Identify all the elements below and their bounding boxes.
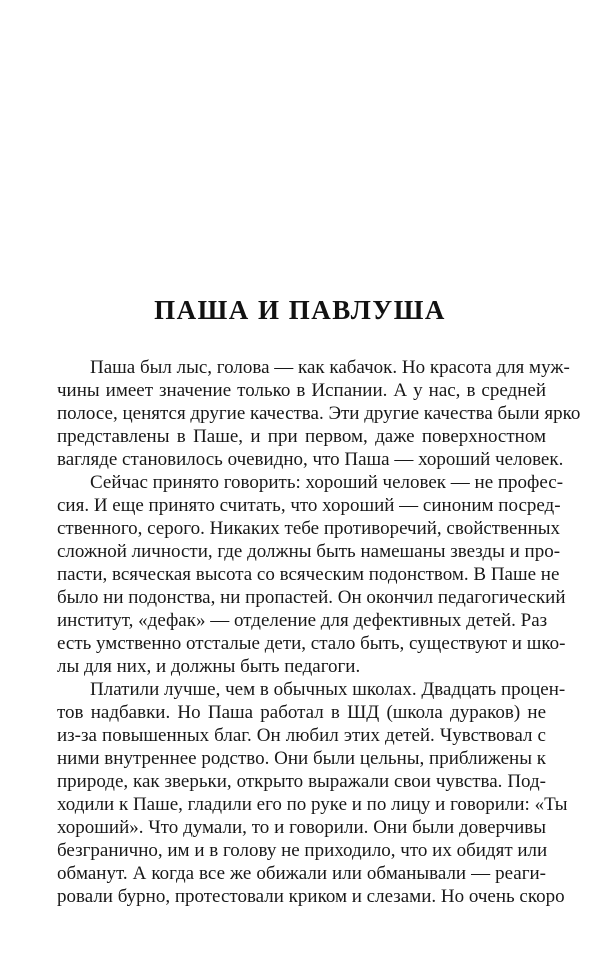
text-line: безгранично, им и в голову не приходило, что их обидят или [57,840,548,861]
text-line: ровали бурно, протестовали криком и слезами. Но очень скоро [57,886,565,907]
text-line: институт, «дефак» — отделение для дефективных детей. Раз [57,610,548,631]
text-line: Платили лучше, чем в обычных школах. Двадцать процен- [90,679,566,700]
text-line: представлены в Паше, и при первом, даже поверхностном [57,426,546,447]
text-line: обманут. А когда все же обижали или обманывали — реаги- [57,863,546,884]
text-line: сложной личности, где должны быть намешаны звезды и про- [57,541,561,562]
text-line: ственного, серого. Никаких тебе противоречий, свойственных [57,518,561,539]
text-line: ходили к Паше, гладили его по руке и по лицу и говорили: «Ты [57,794,568,815]
text-line: природе, как зверьки, открыто выражали свои чувства. Под- [57,771,546,792]
text-line: ними внутреннее родство. Они были цельны, приближены к [57,748,546,769]
text-line: было ни подонства, ни пропастей. Он окончил педагогический [57,587,566,608]
text-line: полосе, ценятся другие качества. Эти другие качества были ярко [57,403,581,424]
text-line: есть умственно отсталые дети, стало быть, существуют и шко- [57,633,566,654]
text-line: чины имеет значение только в Испании. А у нас, в средней [57,380,546,401]
text-line: вагляде становилось очевидно, что Паша — хороший человек. [57,449,564,470]
text-line: лы для них, и должны быть педагоги. [57,656,361,677]
text-line: сия. И еще принято считать, что хороший — синоним посред- [57,495,561,516]
text-line: тов надбавки. Но Паша работал в ШД (школа дураков) не [57,702,546,723]
text-line: пасти, всяческая высота со всяческим подонством. В Паше не [57,564,560,585]
text-line: из-за повышенных благ. Он любил этих детей. Чувствовал с [57,725,546,746]
text-line: Сейчас принято говорить: хороший человек — не профес- [90,472,564,493]
text-line: хороший». Что думали, то и говорили. Они были доверчивы [57,817,546,838]
text-line: Паша был лыс, голова — как кабачок. Но красота для муж- [90,357,570,378]
chapter-title: ПАША И ПАВЛУША [154,295,446,325]
page-text [57,356,581,908]
